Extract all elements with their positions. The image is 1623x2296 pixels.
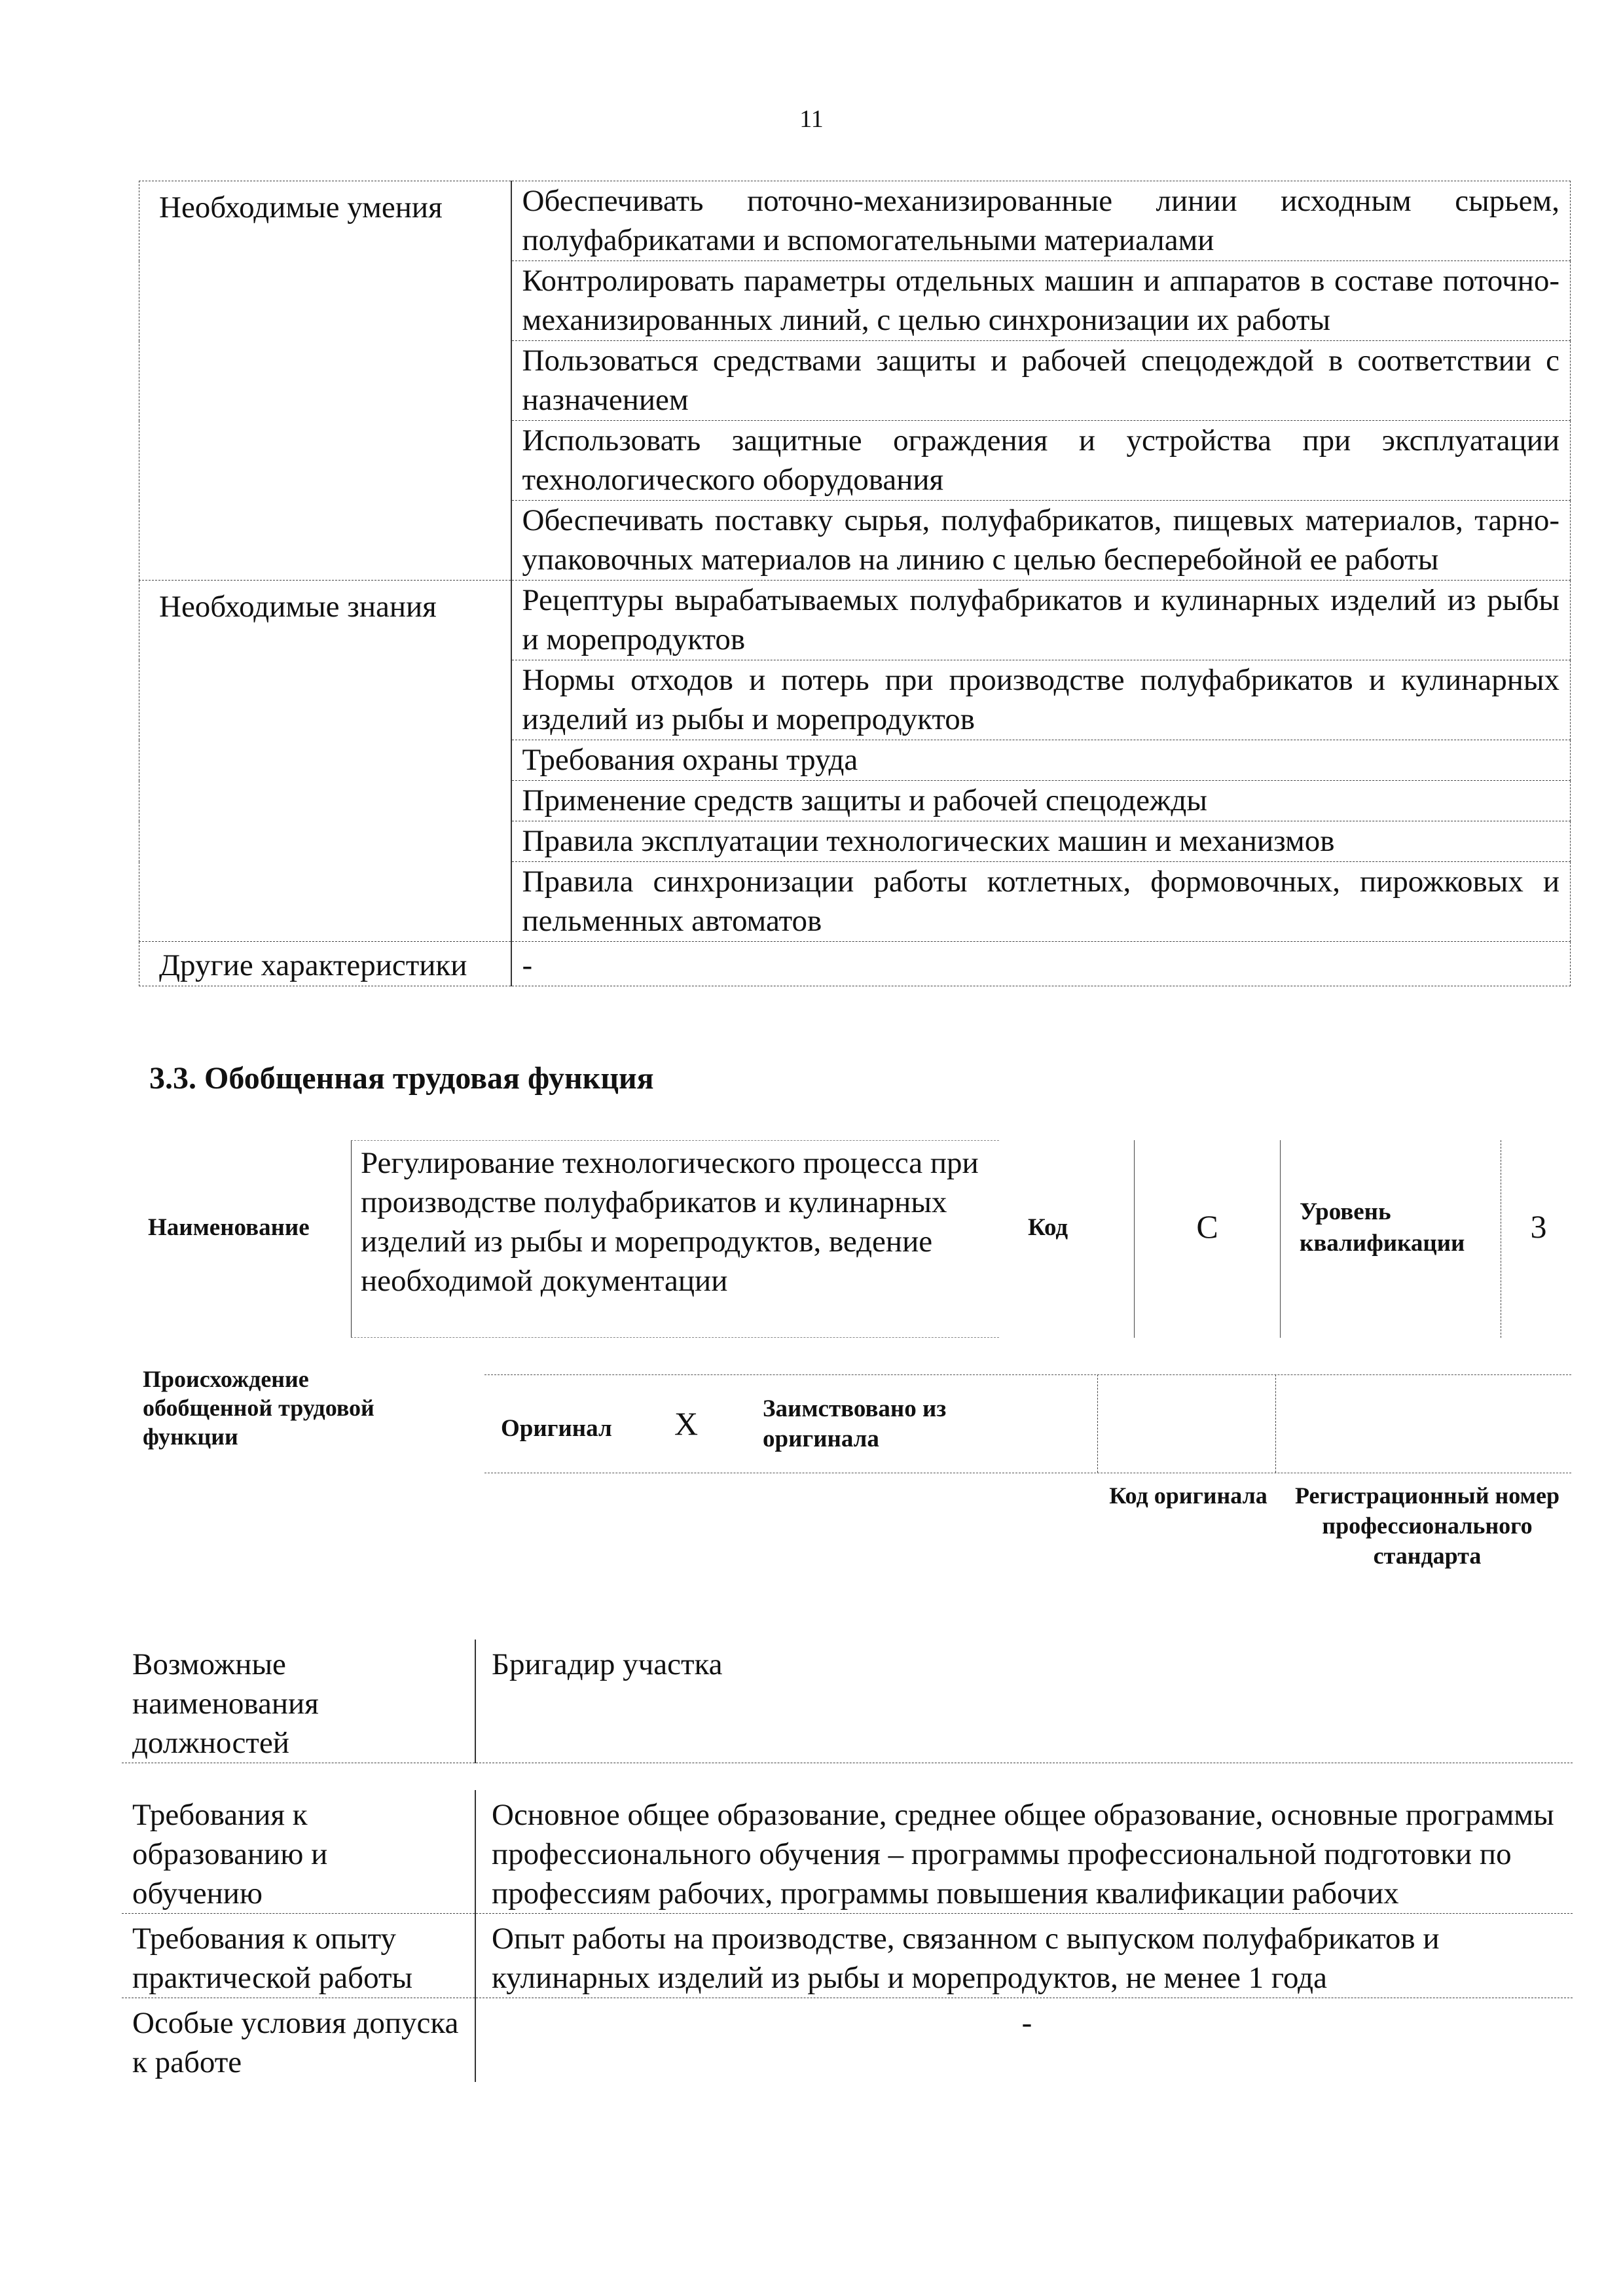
original-label: Оригинал xyxy=(501,1415,612,1442)
skills-label: Необходимые умения xyxy=(139,181,511,581)
section-title: 3.3. Обобщенная трудовая функция xyxy=(149,1061,654,1096)
code-label: Код xyxy=(1028,1214,1068,1241)
experience-label: Требования к опыту практической работы xyxy=(122,1914,475,1998)
requirements-table xyxy=(139,181,1571,986)
education-value: Основное общее образование, среднее общее образование, основные программы профессионального обучения – программы профессиональной подготовки по профессиям рабочих, программы повышения квалификации рабочих xyxy=(475,1790,1573,1914)
page-number: 11 xyxy=(799,105,824,133)
skill-item: Контролировать параметры отдельных машин и аппаратов в составе поточно-механизированных линий, с целью синхронизации их работы xyxy=(511,261,1571,341)
level-value: 3 xyxy=(1530,1208,1547,1245)
origin-divider-2 xyxy=(1275,1374,1276,1473)
origin-top-border xyxy=(484,1374,1571,1375)
level-label: Уровень квалификации xyxy=(1300,1198,1465,1257)
positions-label: Возможные наименования должностей xyxy=(122,1640,475,1763)
positions-value: Бригадир участка xyxy=(475,1640,1573,1763)
original-mark: X xyxy=(674,1405,699,1442)
special-conditions-label: Особые условия допуска к работе xyxy=(122,1998,475,2083)
positions-table xyxy=(122,1640,1573,1763)
borrowed-label: Заимствовано из оригинала xyxy=(763,1395,947,1452)
other-label: Другие характеристики xyxy=(139,942,511,986)
table-row xyxy=(139,942,1571,986)
origin-divider-1 xyxy=(1097,1374,1098,1473)
function-name: Регулирование технологического процесса при производстве полуфабрикатов и кулинарных изделий из рыбы и морепродуктов, ведение необходимой документации xyxy=(351,1140,999,1338)
knowledge-item: Применение средств защиты и рабочей спецодежды xyxy=(511,781,1571,821)
skill-item: Пользоваться средствами защиты и рабочей спецодеждой в соответствии с назначением xyxy=(511,341,1571,421)
other-value: - xyxy=(511,942,1571,986)
code-caption: Код оригинала xyxy=(1109,1482,1267,1509)
table-row xyxy=(139,181,1571,261)
knowledge-item: Нормы отходов и потерь при производстве полуфабрикатов и кулинарных изделий из рыбы и морепродуктов xyxy=(511,660,1571,740)
special-conditions-value: - xyxy=(1021,2006,1032,2040)
table-row xyxy=(139,581,1571,660)
knowledge-item: Рецептуры вырабатываемых полуфабрикатов и кулинарных изделий из рыбы и морепродуктов xyxy=(511,581,1571,660)
conditions-table xyxy=(122,1790,1573,2082)
skill-item: Обеспечивать поточно-механизированные линии исходным сырьем, полуфабрикатами и вспомогательными материалами xyxy=(511,181,1571,261)
experience-value: Опыт работы на производстве, связанном с выпуском полуфабрикатов и кулинарных изделий из рыбы и морепродуктов, не менее 1 года xyxy=(475,1914,1573,1998)
table-row xyxy=(122,1790,1573,1914)
knowledge-label: Необходимые знания xyxy=(139,581,511,942)
table-row xyxy=(122,1998,1573,2083)
knowledge-item: Правила синхронизации работы котлетных, формовочных, пирожковых и пельменных автоматов xyxy=(511,862,1571,942)
origin-label: Происхождение обобщенной трудовой функции xyxy=(143,1366,374,1450)
skill-item: Обеспечивать поставку сырья, полуфабрикатов, пищевых материалов, тарно-упаковочных материалов на линию с целью бесперебойной ее работы xyxy=(511,501,1571,581)
code-box-right xyxy=(1280,1140,1281,1338)
reg-caption: Регистрационный номер профессионального стандарта xyxy=(1294,1482,1560,1569)
name-label: Наименование xyxy=(148,1214,310,1241)
skill-item: Использовать защитные ограждения и устройства при эксплуатации технологического оборудования xyxy=(511,421,1571,501)
table-row xyxy=(122,1640,1573,1763)
education-label: Требования к образованию и обучению xyxy=(122,1790,475,1914)
code-value: C xyxy=(1196,1208,1218,1245)
knowledge-item: Требования охраны труда xyxy=(511,740,1571,781)
knowledge-item: Правила эксплуатации технологических машин и механизмов xyxy=(511,821,1571,862)
table-row xyxy=(122,1914,1573,1998)
